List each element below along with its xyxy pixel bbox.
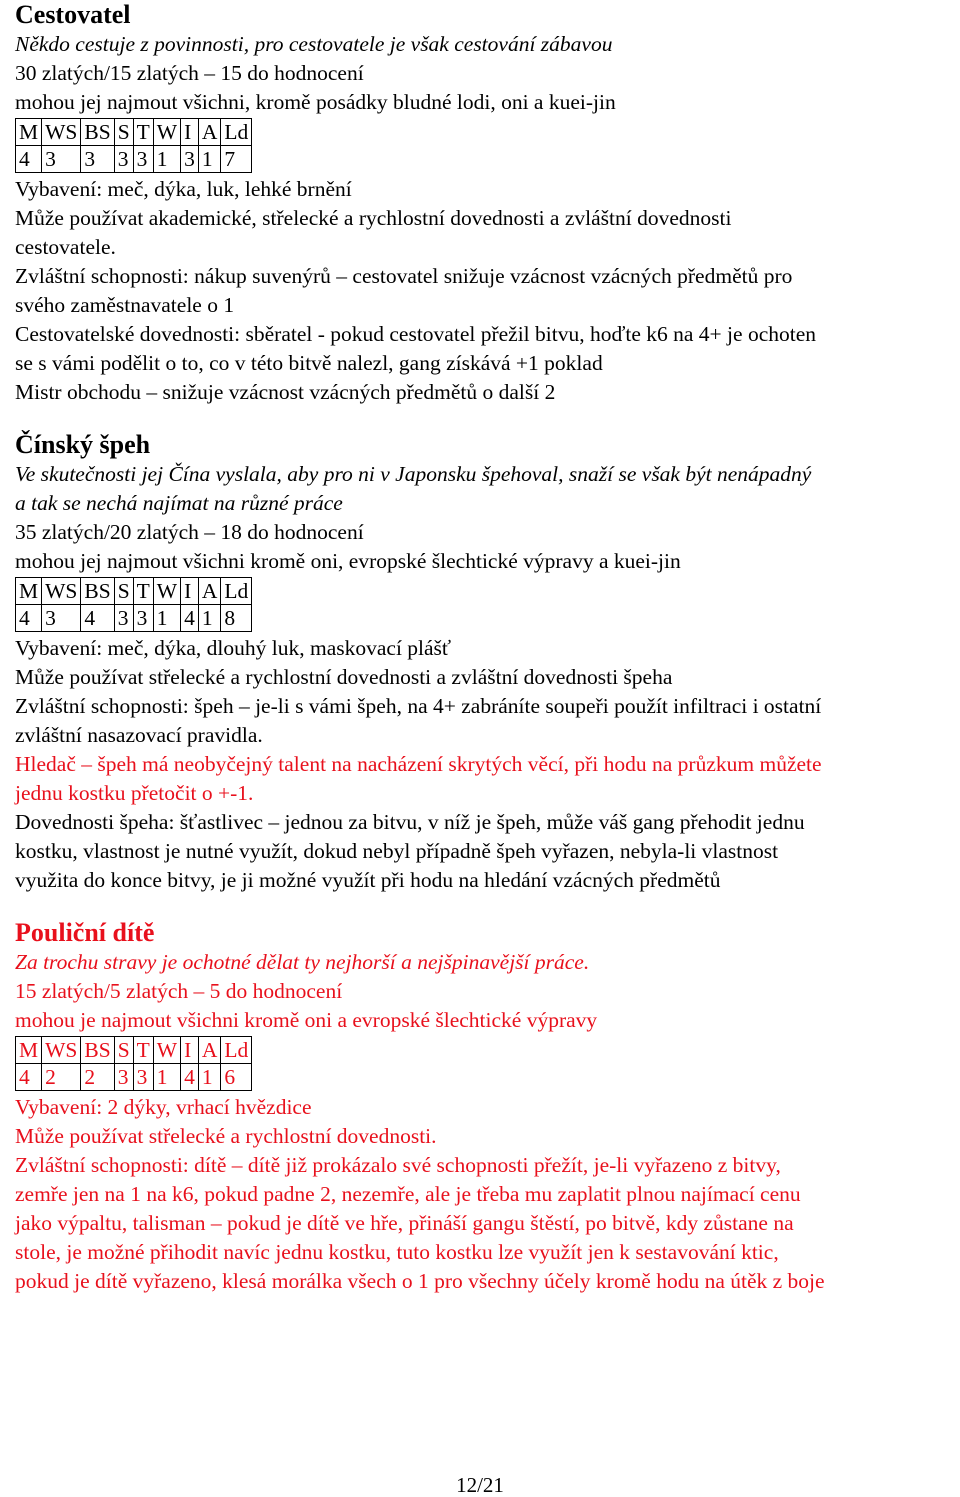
special-text: zvláštní nasazovací pravidla. xyxy=(15,723,263,747)
flavor-text: Ve skutečnosti jej Čína vyslala, aby pro ni v Japonsku špehoval, snaží se však být nenápadný xyxy=(15,462,812,486)
stat-header: M xyxy=(16,1037,42,1064)
stat-header: I xyxy=(181,578,199,605)
stat-header: Ld xyxy=(221,1037,252,1064)
stat-value: 2 xyxy=(42,1064,81,1091)
stat-value: 4 xyxy=(181,1064,199,1091)
stat-header: T xyxy=(133,119,153,146)
abilities-text: Cestovatelské dovednosti: sběratel - pokud cestovatel přežil bitvu, hoďte k6 na 4+ je ochoten xyxy=(15,322,817,346)
stat-header: WS xyxy=(42,119,81,146)
stat-header: T xyxy=(133,1037,153,1064)
stat-header: A xyxy=(198,119,221,146)
stat-value: 3 xyxy=(114,605,133,632)
stat-value: 4 xyxy=(181,605,199,632)
stat-header: WS xyxy=(42,578,81,605)
flavor-text: Za trochu stravy je ochotné dělat ty nejhorší a nejšpinavější práce. xyxy=(15,950,590,974)
flavor-text: Někdo cestuje z povinnosti, pro cestovatele je však cestování zábavou xyxy=(15,32,613,56)
stat-value: 3 xyxy=(133,1064,153,1091)
special-text: zemře jen na 1 na k6, pokud padne 2, nezemře, ale je třeba mu zaplatit plnou najímací cenu xyxy=(15,1182,801,1206)
hire-text: mohou jej najmout všichni, kromě posádky bludné lodi, oni a kuei-jin xyxy=(15,90,616,114)
hire-text: mohou je najmout všichni kromě oni a evropské šlechtické výpravy xyxy=(15,1008,598,1032)
skills-text: Může používat střelecké a rychlostní dovednosti. xyxy=(15,1124,437,1148)
stat-header: S xyxy=(114,1037,133,1064)
stat-header: T xyxy=(133,578,153,605)
stat-header: M xyxy=(16,119,42,146)
abilities-text: se s vámi podělit o to, co v této bitvě nalezl, gang získává +1 poklad xyxy=(15,351,603,375)
stats-value-row xyxy=(16,605,252,632)
stat-value: 1 xyxy=(153,146,180,173)
stat-value: 3 xyxy=(81,146,114,173)
stat-header: I xyxy=(181,1037,199,1064)
special-text: Zvláštní schopnosti: dítě – dítě již prokázalo své schopnosti přežít, je-li vyřazeno z bitvy, xyxy=(15,1153,781,1177)
stat-header: M xyxy=(16,578,42,605)
stat-header: BS xyxy=(81,119,114,146)
stats-header-row xyxy=(16,578,252,605)
stat-header: W xyxy=(153,119,180,146)
section-poulicni-dite xyxy=(15,918,955,1296)
section-title: Pouliční dítě xyxy=(15,918,155,947)
stat-header: WS xyxy=(42,1037,81,1064)
abilities-text: Dovednosti špeha: šťastlivec – jednou za bitvu, v níž je špeh, může váš gang přehodit jednu xyxy=(15,810,805,834)
stat-value: 3 xyxy=(42,605,81,632)
flavor-text: a tak se nechá najímat na různé práce xyxy=(15,491,343,515)
special-text: Zvláštní schopnosti: nákup suvenýrů – cestovatel snižuje vzácnost vzácných předmětů pro xyxy=(15,264,793,288)
section-cinsky-speh xyxy=(15,430,955,895)
skills-text: Může používat střelecké a rychlostní dovednosti a zvláštní dovednosti špeha xyxy=(15,665,673,689)
stat-header: A xyxy=(198,578,221,605)
stat-value: 3 xyxy=(114,1064,133,1091)
stats-table xyxy=(15,118,252,173)
stat-header: S xyxy=(114,119,133,146)
stat-value: 6 xyxy=(221,1064,252,1091)
stats-table xyxy=(15,577,252,632)
stat-value: 8 xyxy=(221,605,252,632)
stat-value: 3 xyxy=(133,605,153,632)
stat-header: BS xyxy=(81,1037,114,1064)
stats-header-row xyxy=(16,1037,252,1064)
skills-text: cestovatele. xyxy=(15,235,116,259)
stat-header: W xyxy=(153,1037,180,1064)
stat-value: 4 xyxy=(16,1064,42,1091)
stat-value: 1 xyxy=(153,605,180,632)
extra-ability-text: Mistr obchodu – snižuje vzácnost vzácných předmětů o další 2 xyxy=(15,380,556,404)
cost-text: 30 zlatých/15 zlatých – 15 do hodnocení xyxy=(15,61,364,85)
hire-text: mohou jej najmout všichni kromě oni, evropské šlechtické výpravy a kuei-jin xyxy=(15,549,681,573)
section-cestovatel xyxy=(15,0,955,407)
stats-value-row xyxy=(16,146,252,173)
equipment-text: Vybavení: meč, dýka, dlouhý luk, maskovací plášť xyxy=(15,636,452,660)
section-gap xyxy=(15,407,955,430)
equipment-text: Vybavení: meč, dýka, luk, lehké brnění xyxy=(15,177,352,201)
stat-header: BS xyxy=(81,578,114,605)
cost-text: 15 zlatých/5 zlatých – 5 do hodnocení xyxy=(15,979,343,1003)
stat-value: 1 xyxy=(198,1064,221,1091)
stat-header: W xyxy=(153,578,180,605)
stats-header-row xyxy=(16,119,252,146)
section-title: Cestovatel xyxy=(15,0,131,29)
stat-value: 4 xyxy=(81,605,114,632)
stat-header: S xyxy=(114,578,133,605)
special-text: stole, je možné přihodit navíc jednu kostku, tuto kostku lze využít jen k sestavování ktic, xyxy=(15,1240,779,1264)
seeker-text: jednu kostku přetočit o +-1. xyxy=(15,781,254,805)
equipment-text: Vybavení: 2 dýky, vrhací hvězdice xyxy=(15,1095,312,1119)
stat-value: 3 xyxy=(42,146,81,173)
stat-header: Ld xyxy=(221,578,252,605)
skills-text: Může používat akademické, střelecké a rychlostní dovednosti a zvláštní dovednosti xyxy=(15,206,732,230)
stat-value: 3 xyxy=(114,146,133,173)
abilities-text: využita do konce bitvy, je ji možné využít při hodu na hledání vzácných předmětů xyxy=(15,868,721,892)
section-title: Čínský špeh xyxy=(15,430,151,459)
stat-value: 7 xyxy=(221,146,252,173)
stat-value: 1 xyxy=(198,146,221,173)
special-text: Zvláštní schopnosti: špeh – je-li s vámi špeh, na 4+ zabráníte soupeři použít infiltraci i ostatní xyxy=(15,694,822,718)
section-gap xyxy=(15,895,955,918)
abilities-text: kostku, vlastnost je nutné využít, dokud nebyl případně špeh vyřazen, nebyla-li vlastnost xyxy=(15,839,779,863)
seeker-text: Hledač – špeh má neobyčejný talent na nacházení skrytých věcí, při hodu na průzkum můžete xyxy=(15,752,822,776)
stat-value: 1 xyxy=(153,1064,180,1091)
special-text: svého zaměstnavatele o 1 xyxy=(15,293,235,317)
stat-value: 3 xyxy=(181,146,199,173)
stats-value-row xyxy=(16,1064,252,1091)
page-number: 12/21 xyxy=(456,1473,504,1497)
stat-header: Ld xyxy=(221,119,252,146)
special-text: pokud je dítě vyřazeno, klesá morálka všech o 1 pro všechny účely kromě hodu na útěk z boje xyxy=(15,1269,825,1293)
stats-table xyxy=(15,1036,252,1091)
stat-value: 4 xyxy=(16,146,42,173)
stat-value: 4 xyxy=(16,605,42,632)
cost-text: 35 zlatých/20 zlatých – 18 do hodnocení xyxy=(15,520,364,544)
stat-header: I xyxy=(181,119,199,146)
document-page xyxy=(15,0,955,1296)
stat-header: A xyxy=(198,1037,221,1064)
stat-value: 1 xyxy=(198,605,221,632)
stat-value: 2 xyxy=(81,1064,114,1091)
stat-value: 3 xyxy=(133,146,153,173)
special-text: jako výpaltu, talisman – pokud je dítě ve hře, přináší gangu štěstí, po bitvě, kdy zůstane na xyxy=(15,1211,794,1235)
